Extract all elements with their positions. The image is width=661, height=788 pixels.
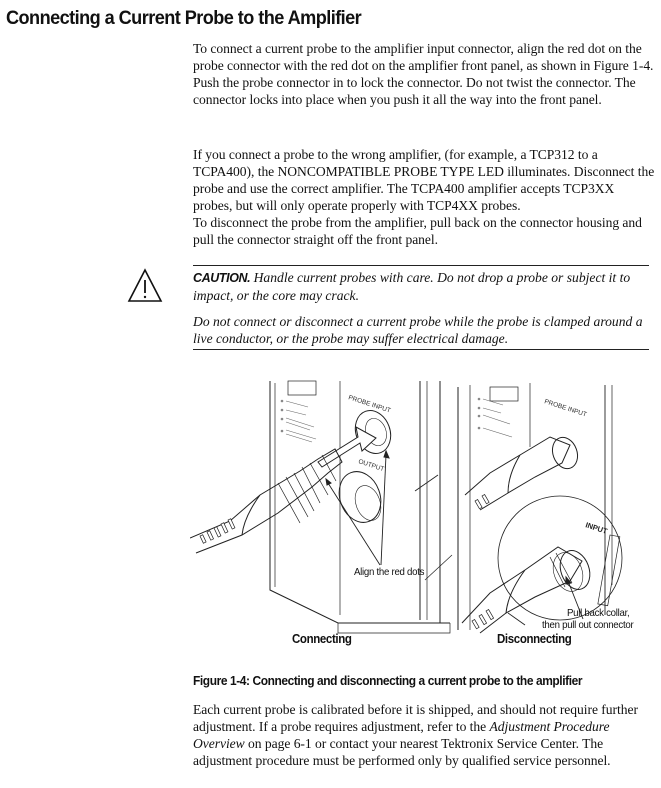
subtitle-connecting: Connecting [292,632,352,646]
connecting-illustration [190,381,452,633]
callout-pull-back-collar: Pull back collar, [567,607,630,619]
caution-text-1: Handle current probes with care. Do not drop a probe or subject it to impact, or the core may crack. [193,270,631,303]
caution-label: CAUTION. [193,271,251,285]
probe-input-label: PROBE INPUT [347,394,392,415]
connect-paragraph: To connect a current probe to the amplifier input connector, align the red dot on the probe connector with the red dot on the amplifier front panel, as shown in Figure 1-4. Push the probe connector in to lock the connector. Do not twist the connector. The connector locks into place when you push it all the way into the front panel. [193,41,654,107]
figure-caption: Figure 1-4: Connecting and disconnecting a current probe to the amplifier [193,673,583,688]
adjustment-text-before: Each current probe is calibrated before it is shipped, and should not require further adjustment. If a probe requires adjustment, refer to the [193,702,638,734]
adjustment-procedure-reference: Adjustment Procedure Overview [193,719,610,751]
warning-triangle-icon [127,268,163,304]
output-label: OUTPUT [357,458,385,474]
probe-input-label-right: PROBE INPUT [543,398,588,419]
wrong-amplifier-paragraph: If you connect a probe to the wrong amplifier, (for example, a TCP312 to a TCPA400), the NONCOMPATIBLE PROBE TYPE LED illuminates. Disconnect the probe and use the correct amplifier. The TCPA400 amplifier accepts TCP3XX probes, but will only operate properly with TCP4XX probes. [193,147,655,213]
figure-1-4 [190,375,661,655]
adjustment-text-after: on page 6-1 or contact your nearest Tektronix Service Center. The adjustment procedure must be performed only by qualified service personnel. [193,736,611,768]
caution-note [193,269,653,304]
caution-bottom-rule [193,349,649,350]
callout-pull-out-connector: then pull out connector [542,619,634,631]
disconnecting-illustration [415,383,622,633]
disconnect-paragraph: To disconnect the probe from the amplifier, pull back on the connector housing and pull the connector straight off the front panel. [193,215,642,247]
input-label: INPUT [584,520,609,536]
section-heading: Connecting a Current Probe to the Amplifier [6,7,362,29]
callout-align-red-dots: Align the red dots [354,566,425,578]
adjustment-paragraph [193,701,655,769]
caution-text-2: Do not connect or disconnect a current probe while the probe is clamped around a live conductor, or the probe may suffer electrical damage. [193,314,643,346]
subtitle-disconnecting: Disconnecting [497,632,572,646]
caution-top-rule [193,265,649,266]
